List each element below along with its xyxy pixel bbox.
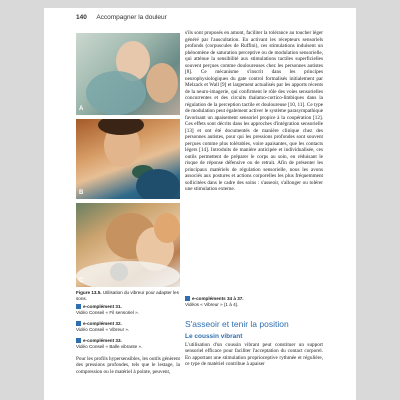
ecomplement-title: e-compléments 34 à 37. — [192, 296, 244, 301]
ecomplement-34-37[interactable] — [185, 296, 323, 307]
figure-photo-b — [76, 119, 180, 199]
caregiver-shirt — [86, 71, 146, 115]
page-number: 140 — [76, 14, 87, 21]
ecomplement-title: e-complément 32. — [83, 321, 122, 326]
subsection-title: Le coussin vibrant — [185, 333, 243, 340]
running-header — [76, 14, 346, 24]
caregiver-sleeve — [136, 169, 180, 199]
document-page — [44, 8, 356, 400]
running-title: Accompagner la douleur — [96, 14, 167, 21]
ecomplement-33[interactable] — [76, 338, 180, 349]
right-column-paragraph: s'ils sont proposés en amont, faciliter la tolérance au toucher léger généré par l'auscultation. En activant les récepteurs sensoriels profonds (corpuscules de Ruffini), ces stimulations induisent un phénomène de saturation perceptive ou de modulation sensorielle, qui atténue la sensibilité aux stimulations tactiles superficielles souvent perçues comme douloureuses chez les personnes autistes [8]. Ce mécanisme s'inscrit dans les principes neurophysiologiques du gate control formalisés initialement par Melzack et Wall [9] et largement actualisés par les apports récents de la neuro-imagerie, qui confirment le rôle des voies sensorielles concurrentes et des circuits thalamo-cortico-limbiques dans la régulation de la perception tactile et douloureuse [10, 11]. Ce type de modulation peut également activer le système parasympathique favorisant un apaisement sensoriel propice à la coopération [12]. Ces effets sont décrits dans les approches d'intégration sensorielle [13] et ont été documentés de manière clinique chez des personnes autistes, pour qui les pressions profondes sont souvent perçues comme plus tolérables, voire apaisantes, que les contacts légers [14]. Introduits de manière anticipée et individualisée, ces outils permettent de préparer le corps au soin, en réduisant le risque de réponse défensive ou de retrait. Afin de présenter les principaux matériels de régulation sensorielle, nous les avons associés aux postures et actions corporelles les plus fréquemment sollicitées dans le cadre des soins : s'asseoir, s'allonger ou tolérer une stimulation externe. — [185, 30, 323, 193]
right-column-paragraph-2: L'utilisation d'un coussin vibrant peut constituer un support sensoriel efficace pour faciliter l'acceptation du contact corporel. En apportant une stimulation proprioceptive rythmée et régulière, ce type de matériel contribue à apaiser — [185, 342, 323, 368]
adult-hand — [154, 213, 180, 243]
ecomplement-icon — [76, 321, 81, 326]
ecomplement-32[interactable] — [76, 321, 180, 332]
section-title: S'asseoir et tenir la position — [185, 319, 289, 329]
ecomplement-desc: Vidéos « Vibreur » (1 à 4). — [185, 301, 239, 307]
patient-shoulder — [146, 63, 178, 103]
figure-caption-text: Utilisation du vibreur pour adapter les sons. — [76, 290, 179, 301]
ecomplement-desc: Vidéo Conseil « Balle vibrante ». — [76, 343, 143, 349]
ecomplement-title: e-complément 31. — [83, 304, 122, 309]
figure-photo-c — [76, 203, 180, 287]
ecomplement-icon — [76, 304, 81, 309]
ecomplement-icon — [76, 338, 81, 343]
ecomplement-desc: Vidéo Conseil « Vibreur ». — [76, 326, 130, 332]
ecomplement-31[interactable] — [76, 304, 180, 315]
figure-caption-label: Figure 13.5. — [76, 290, 102, 295]
ecomplement-title: e-complément 33. — [83, 338, 122, 343]
figure-caption — [76, 290, 186, 302]
panel-label-a: A — [79, 106, 84, 112]
ecomplement-desc: Vidéo Conseil « Fil sensoriel ». — [76, 309, 139, 315]
ecomplement-icon — [185, 296, 190, 301]
white-sheet — [76, 261, 180, 287]
panel-label-c: C — [79, 278, 84, 284]
panel-label-b: B — [79, 190, 84, 196]
figure-photo-a — [76, 33, 180, 115]
left-column-paragraph: Pour les profils hypersensibles, les outils génèrent des pressions profondes, tels que le lestage, la compression ou le matériel à pointe, peuvent, — [76, 356, 180, 375]
